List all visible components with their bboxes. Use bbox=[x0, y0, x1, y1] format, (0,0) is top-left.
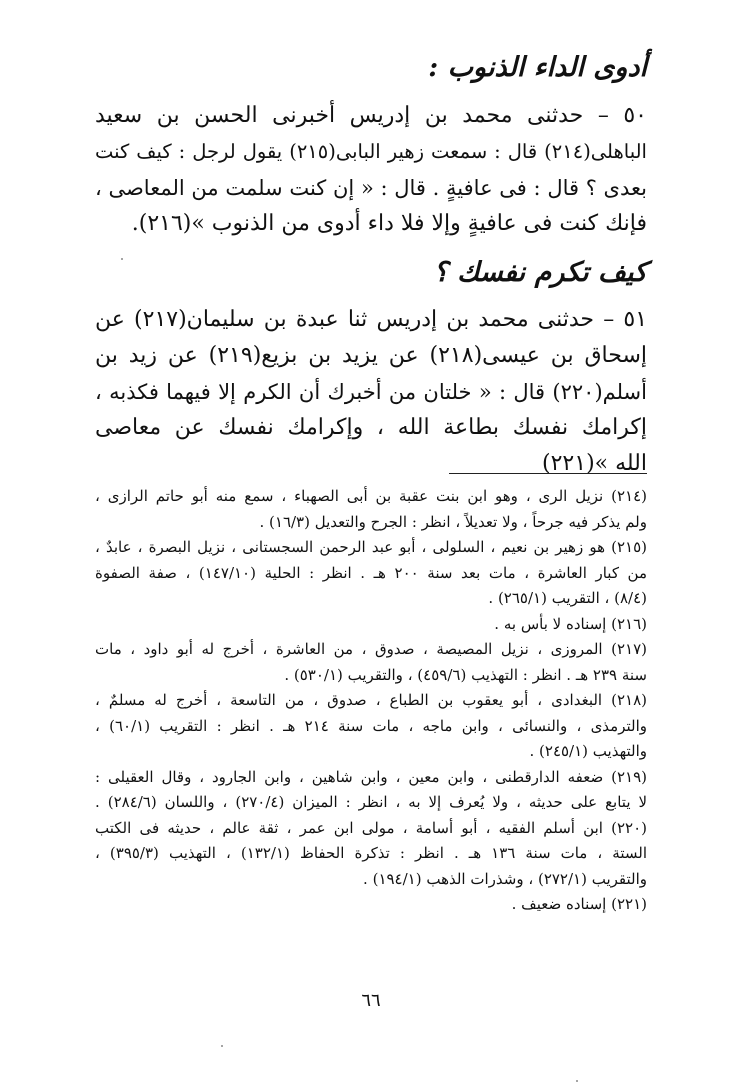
narration-50 bbox=[95, 98, 647, 242]
footnote-separator bbox=[449, 473, 647, 474]
footnote-line: (٢١٦) إسناده لا بأس به . bbox=[494, 614, 647, 633]
narration-50-line: فإنك كنت فى عافيةٍ وإلا فلا داء أدوى من الذنوب »(٢١٦). bbox=[131, 211, 647, 236]
section-heading-honor-yourself: كيف تكرم نفسك ؟ bbox=[433, 257, 647, 288]
narration-51 bbox=[95, 302, 647, 482]
footnote-line: الستة ، مات سنة ١٣٦ هـ . انظر : تذكرة الحفاظ (١٣٢/١) ، التهذيب (٣٩٥/٣) ، bbox=[95, 844, 647, 862]
footnote-line: من كبار العاشرة ، مات بعد سنة ٢٠٠ هـ . انظر : الحلية (١٤٧/١٠) ، صفة الصفوة bbox=[95, 563, 647, 582]
print-speck bbox=[121, 258, 123, 260]
footnote-line: (٨/٤) ، التقريب (٢٦٥/١) . bbox=[488, 589, 647, 607]
narration-51-line: الله »(٢٢١) bbox=[542, 451, 647, 476]
footnote-line: والتقريب (٢٧٢/١) ، وشذرات الذهب (١٩٤/١) . bbox=[363, 869, 647, 888]
footnote-line: لا يتابع على حديثه ، ولا يُعرف إلا به ، انظر : الميزان (٢٧٠/٤) ، واللسان (٢٨٤/٦) . bbox=[95, 793, 647, 811]
narration-50-line: بعدى ؟ قال : فى عافيةٍ . قال : « إن كنت سلمت من المعاصى ، bbox=[95, 176, 647, 200]
footnote-line: (٢١٨) البغدادى ، أبو يعقوب بن الطباع ، صدوق ، من التاسعة ، أخرج له مسلمٌ ، bbox=[95, 691, 647, 709]
footnote-line: سنة ٢٣٩ هـ . انظر : التهذيب (٤٥٩/٦) ، والتقريب (٥٣٠/١) . bbox=[284, 665, 647, 684]
footnote-line: (٢١٩) ضعفه الدارقطنى ، وابن معين ، وابن شاهين ، وابن الجارود ، وقال العقيلى : bbox=[95, 767, 647, 786]
narration-51-line: إسحاق بن عيسى(٢١٨) عن يزيد بن بزيع(٢١٩) عن زيد بن bbox=[95, 343, 647, 368]
footnote-line: (٢٢١) إسناده ضعيف . bbox=[511, 895, 647, 913]
page-number: ٦٦ bbox=[361, 990, 381, 1011]
narration-51-line: ٥١ – حدثنى محمد بن إدريس ثنا عبدة بن سليمان(٢١٧) عن bbox=[95, 307, 647, 332]
narration-51-line: إكرامك نفسك بطاعة الله ، وإكرامك نفسك عن معاصى bbox=[95, 415, 647, 440]
print-speck bbox=[221, 1045, 223, 1047]
section-heading-sins: أدوى الداء الذنوب : bbox=[428, 52, 647, 83]
print-speck bbox=[576, 1080, 578, 1082]
footnote-line: (٢١٧) المروزى ، نزيل المصيصة ، صدوق ، من العاشرة ، أخرج له أبو داود ، مات bbox=[95, 640, 647, 658]
footnote-line: والترمذى ، والنسائى ، وابن ماجه ، مات سنة ٢١٤ هـ . انظر : التقريب (٦٠/١) ، bbox=[95, 716, 647, 735]
footnote-line: (٢٢٠) ابن أسلم الفقيه ، أبو أسامة ، مولى ابن عمر ، ثقة عالم ، حديثه فى الكتب bbox=[95, 818, 647, 837]
narration-50-line: ٥٠ – حدثنى محمد بن إدريس أخبرنى الحسن بن سعيد bbox=[95, 103, 647, 128]
footnote-line: والتهذيب (٢٤٥/١) . bbox=[529, 742, 647, 760]
footnote-line: ولم يذكر فيه جرحاً ، ولا تعديلاً ، انظر : الجرح والتعديل (١٦/٣) . bbox=[259, 512, 647, 531]
footnotes bbox=[95, 484, 647, 918]
footnote-line: (٢١٤) نزيل الرى ، وهو ابن بنت عقبة بن أبى الصهباء ، سمع منه أبو حاتم الرازى ، bbox=[95, 487, 647, 505]
narration-50-line: الباهلى(٢١٤) قال : سمعت زهير البابى(٢١٥) يقول لرجل : كيف كنت bbox=[95, 140, 647, 163]
footnote-line: (٢١٥) هو زهير بن نعيم ، السلولى ، أبو عبد الرحمن السجستانى ، نزيل البصرة ، عابدٌ ، bbox=[95, 538, 647, 556]
narration-51-line: أسلم(٢٢٠) قال : « خلتان من أخبرك أن الكرم إلا فيهما فكذبه ، bbox=[95, 380, 647, 404]
